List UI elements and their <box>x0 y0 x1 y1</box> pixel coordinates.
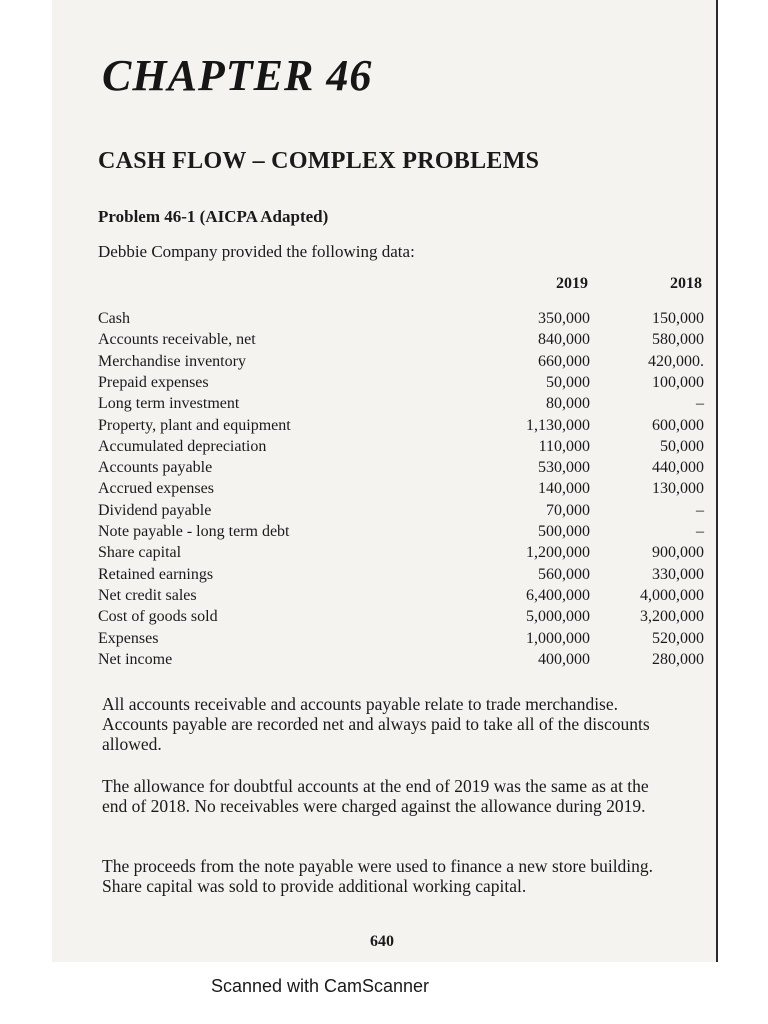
value-2018: – <box>696 523 704 540</box>
row-label: Cash <box>98 310 130 327</box>
row-label: Dividend payable <box>98 501 212 519</box>
book-page <box>52 0 718 962</box>
value-2019: 1,000,000 <box>526 629 590 647</box>
section-title: CASH FLOW – COMPLEX PROBLEMS <box>98 148 540 174</box>
value-2019: 1,200,000 <box>526 544 590 562</box>
value-2018: 580,000 <box>652 331 704 349</box>
table-row <box>98 521 708 542</box>
value-2018: 420,000. <box>648 352 704 370</box>
row-label: Share capital <box>98 544 182 562</box>
row-label: Accounts payable <box>98 459 213 477</box>
value-2019: 400,000 <box>538 650 590 668</box>
table-row <box>98 628 708 649</box>
paragraph-note-payable: The proceeds from the note payable were used to finance a new store building. Share capital was sold to provide additional working capital. <box>102 856 654 896</box>
table-row <box>98 415 708 436</box>
table-row <box>98 606 708 627</box>
value-2018: 520,000 <box>652 629 704 647</box>
value-2019: 500,000 <box>538 523 590 540</box>
value-2018: 4,000,000 <box>640 586 704 604</box>
scanner-footer: Scanned with CamScanner <box>210 976 430 996</box>
table-row <box>98 329 708 350</box>
value-2019: 5,000,000 <box>526 608 590 626</box>
row-label: Net credit sales <box>98 586 197 604</box>
row-label: Expenses <box>98 629 159 647</box>
page-number: 640 <box>370 933 394 950</box>
value-2018: 440,000 <box>652 459 704 477</box>
value-2018: 900,000 <box>652 544 704 562</box>
value-2019: 140,000 <box>538 480 590 498</box>
value-2019: 6,400,000 <box>526 586 590 604</box>
value-2019: 350,000 <box>538 310 590 327</box>
column-header-2018: 2018 <box>670 275 702 292</box>
value-2019: 50,000 <box>546 373 590 391</box>
value-2018: 330,000 <box>652 565 704 583</box>
table-row <box>98 649 708 670</box>
value-2019: 110,000 <box>538 437 590 455</box>
paragraph-allowance: The allowance for doubtful accounts at the end of 2019 was the same as at the end of 2018. No receivables were charged against the allowance during 2019. <box>102 776 649 816</box>
row-label: Retained earnings <box>98 565 214 583</box>
row-label: Accrued expenses <box>98 480 214 498</box>
table-row <box>98 564 708 585</box>
value-2019: 560,000 <box>538 565 590 583</box>
value-2019: 840,000 <box>538 331 590 349</box>
value-2018: 600,000 <box>652 416 704 434</box>
table-row <box>98 542 708 563</box>
table-row <box>98 436 708 457</box>
row-label: Prepaid expenses <box>98 373 209 391</box>
table-row <box>98 478 708 499</box>
value-2019: 80,000 <box>546 395 590 413</box>
problem-title: Problem 46-1 (AICPA Adapted) <box>98 207 329 226</box>
column-header-2019: 2019 <box>556 275 588 292</box>
value-2018: – <box>696 395 704 413</box>
value-2019: 530,000 <box>538 459 590 477</box>
value-2018: 50,000 <box>660 437 704 455</box>
table-row <box>98 585 708 606</box>
table-row <box>98 372 708 393</box>
value-2018: 280,000 <box>652 650 704 668</box>
chapter-title: CHAPTER 46 <box>102 51 373 100</box>
row-label: Cost of goods sold <box>98 608 218 626</box>
value-2018: 3,200,000 <box>640 608 704 626</box>
intro-text: Debbie Company provided the following data: <box>98 242 415 261</box>
table-row <box>98 457 708 478</box>
table-row <box>98 500 708 521</box>
value-2018: 150,000 <box>652 310 704 327</box>
row-label: Net income <box>98 650 173 668</box>
value-2018: – <box>696 501 704 519</box>
value-2019: 70,000 <box>546 501 590 519</box>
value-2018: 100,000 <box>652 373 704 391</box>
paragraph-receivables: All accounts receivable and accounts payable relate to trade merchandise. Accounts payable are recorded net and always paid to take all of the discounts allowed. <box>102 694 650 754</box>
value-2019: 1,130,000 <box>526 416 590 434</box>
table-row <box>98 351 708 372</box>
table-row <box>98 308 708 329</box>
value-2018: 130,000 <box>652 480 704 498</box>
value-2019: 660,000 <box>538 352 590 370</box>
row-label: Note payable - long term debt <box>98 523 290 540</box>
row-label: Merchandise inventory <box>98 352 246 370</box>
row-label: Long term investment <box>98 395 240 413</box>
table-row <box>98 393 708 414</box>
row-label: Property, plant and equipment <box>98 416 291 434</box>
row-label: Accumulated depreciation <box>98 437 267 455</box>
row-label: Accounts receivable, net <box>98 331 256 349</box>
